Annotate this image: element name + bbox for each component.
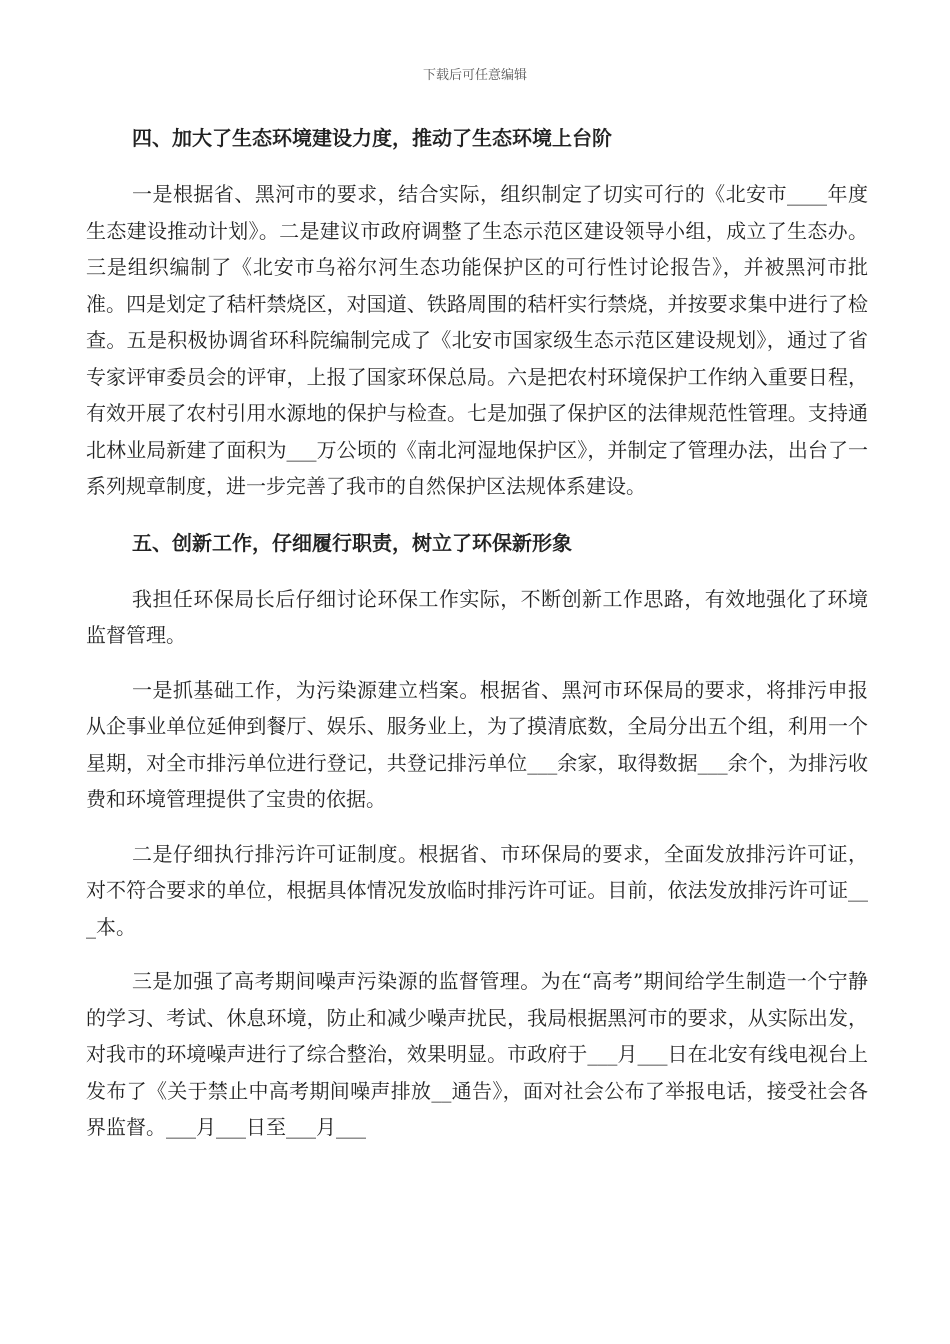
paragraph: 三是加强了高考期间噪声污染源的监督管理。为在“高考”期间给学生制造一个宁静的学习、考试、休息环境，防止和减少噪声扰民，我局根据黑河市的要求，从实际出发，对我市的环境噪声进行了综合整治，效果明显。市政府于___月___日在北安有线电视台上发布了《关于禁止中高考期间噪声排放__通告》，面对社会公布了举报电话，接受社会各界监督。___月___日至___月___ — [86, 969, 868, 1139]
page-header: 下载后可任意编辑 — [422, 68, 527, 83]
document-body — [86, 118, 868, 1164]
paragraph: 二是仔细执行排污许可证制度。根据省、市环保局的要求，全面发放排污许可证，对不符合要求的单位，根据具体情况发放临时排污许可证。目前，依法发放排污许可证___本。 — [86, 841, 868, 939]
paragraph: 一是抓基础工作，为污染源建立档案。根据省、黑河市环保局的要求，将排污申报从企事业单位延伸到餐厅、娱乐、服务业上，为了摸清底数，全局分出五个组，利用一个星期，对全市排污单位进行登记，共登记排污单位___余家，取得数据___余个，为排污收费和环境管理提供了宝贵的依据。 — [86, 677, 868, 811]
paragraph: 我担任环保局长后仔细讨论环保工作实际，不断创新工作思路，有效地强化了环境监督管理。 — [86, 586, 868, 647]
paragraph: 一是根据省、黑河市的要求，结合实际，组织制定了切实可行的《北安市____年度生态建设推动计划》。二是建议市政府调整了生态示范区建设领导小组，成立了生态办。三是组织编制了《北安市乌裕尔河生态功能保护区的可行性讨论报告》，并被黑河市批准。四是划定了秸杆禁烧区，对国道、铁路周围的秸杆实行禁烧，并按要求集中进行了检查。五是积极协调省环科院编制完成了《北安市国家级生态示范区建设规划》，通过了省专家评审委员会的评审，上报了国家环保总局。六是把农村环境保护工作纳入重要日程，有效开展了农村引用水源地的保护与检查。七是加强了保护区的法律规范性管理。支持通北林业局新建了面积为___万公顷的《南北河湿地保护区》，并制定了管理办法，出台了一系列规章制度，进一步完善了我市的自然保护区法规体系建设。 — [86, 182, 868, 498]
section-heading-5: 五、创新工作，仔细履行职责，树立了环保新形象 — [132, 530, 572, 555]
section-heading-4: 四、加大了生态环境建设力度，推动了生态环境上台阶 — [132, 126, 612, 150]
